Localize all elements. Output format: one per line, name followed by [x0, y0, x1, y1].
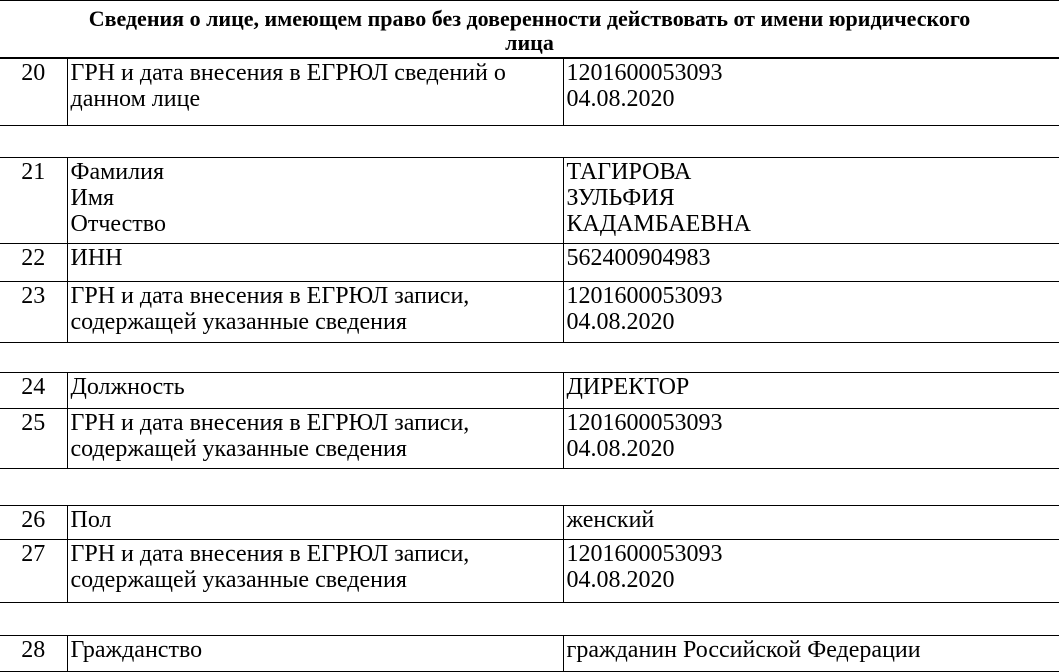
section-header	[0, 0, 1059, 58]
row-label	[67, 409, 563, 469]
grn-value: 1201600053093	[566, 60, 723, 86]
patronymic-value: КАДАМБАЕВНА	[566, 211, 752, 237]
table-row	[0, 636, 1059, 672]
row-value	[563, 158, 1059, 244]
grn-value: 1201600053093	[566, 410, 723, 436]
row-value	[563, 540, 1059, 603]
first-name-label: Имя	[70, 185, 115, 211]
row-number: 24	[0, 373, 67, 409]
row-value	[563, 282, 1059, 343]
table-row	[0, 59, 1059, 126]
row-number: 26	[0, 506, 67, 540]
patronymic-label: Отчество	[70, 211, 166, 237]
row-label-line: содержащей указанные сведения	[70, 309, 407, 335]
grn-value: 1201600053093	[566, 283, 723, 309]
row-label-line: содержащей указанные сведения	[70, 567, 407, 593]
table-block-20	[0, 58, 1059, 126]
row-label-line: ГРН и дата внесения в ЕГРЮЛ записи,	[70, 541, 470, 567]
row-label: Должность	[67, 373, 563, 409]
surname-label: Фамилия	[70, 159, 165, 185]
table-block-26-27	[0, 505, 1059, 603]
grn-value: 1201600053093	[566, 541, 723, 567]
table-block-28	[0, 635, 1059, 672]
row-label-line: содержащей указанные сведения	[70, 436, 407, 462]
row-label-line: ГРН и дата внесения в ЕГРЮЛ сведений о	[70, 60, 506, 86]
row-number: 21	[0, 158, 67, 244]
row-label: ИНН	[67, 244, 563, 282]
row-number: 20	[0, 59, 67, 126]
date-value: 04.08.2020	[566, 436, 675, 462]
table-block-24-25	[0, 372, 1059, 469]
position-value: ДИРЕКТОР	[563, 373, 1059, 409]
row-label	[67, 59, 563, 126]
row-label	[67, 158, 563, 244]
row-label-line: ГРН и дата внесения в ЕГРЮЛ записи,	[70, 410, 470, 436]
row-number: 27	[0, 540, 67, 603]
surname-value: ТАГИРОВА	[566, 159, 692, 185]
row-label-line: данном лице	[70, 86, 201, 112]
row-number: 28	[0, 636, 67, 672]
row-label: Пол	[67, 506, 563, 540]
date-value: 04.08.2020	[566, 86, 675, 112]
table-row	[0, 409, 1059, 469]
date-value: 04.08.2020	[566, 567, 675, 593]
gender-value: женский	[563, 506, 1059, 540]
table-row	[0, 244, 1059, 282]
date-value: 04.08.2020	[566, 309, 675, 335]
row-number: 22	[0, 244, 67, 282]
row-number: 23	[0, 282, 67, 343]
table-row	[0, 540, 1059, 603]
row-number: 25	[0, 409, 67, 469]
table-row	[0, 282, 1059, 343]
table-block-21-23	[0, 157, 1059, 343]
row-label	[67, 282, 563, 343]
table-row	[0, 158, 1059, 244]
citizenship-value: гражданин Российской Федерации	[563, 636, 1059, 672]
inn-value: 562400904983	[563, 244, 1059, 282]
row-label: Гражданство	[67, 636, 563, 672]
section-title-line-2: лица	[505, 30, 554, 55]
first-name-value: ЗУЛЬФИЯ	[566, 185, 675, 211]
row-label	[67, 540, 563, 603]
row-value	[563, 59, 1059, 126]
table-row	[0, 506, 1059, 540]
row-label-line: ГРН и дата внесения в ЕГРЮЛ записи,	[70, 283, 470, 309]
row-value	[563, 409, 1059, 469]
section-title-line-1: Сведения о лице, имеющем право без доверенности действовать от имени юридического	[88, 6, 971, 31]
table-row	[0, 373, 1059, 409]
